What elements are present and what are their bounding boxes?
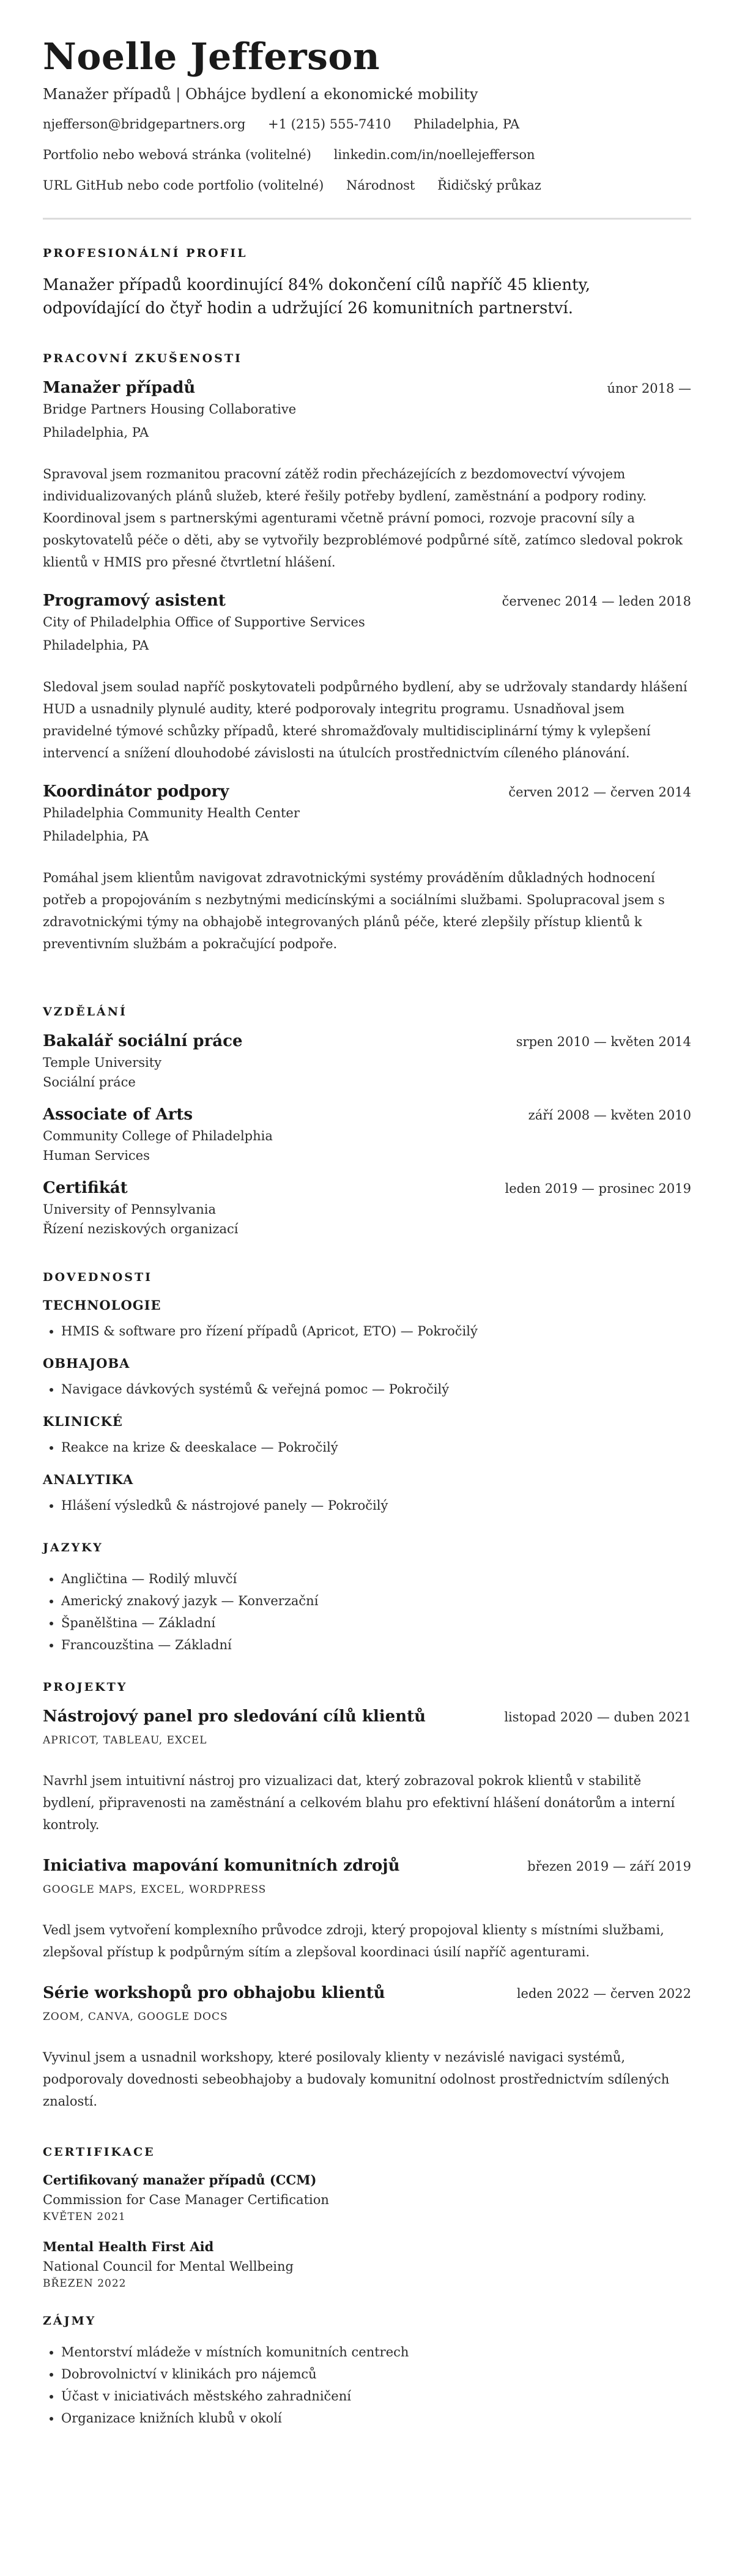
project-tech: GOOGLE MAPS, EXCEL, WORDPRESS — [43, 1884, 267, 1896]
project-date: leden 2022 — červen 2022 — [516, 1986, 691, 2001]
portfolio-row — [43, 146, 691, 164]
license-label: Řidičský průkaz — [437, 178, 541, 193]
language-list — [43, 1568, 691, 1656]
education-entry — [43, 1105, 691, 1163]
job-description: Pomáhal jsem klientům navigovat zdravotnickými systémy prováděním důkladných hodnocení potřeb a propojováním s nezbytnými medicínskými a sociálními službami. Spolupracoval jsem s zdravotnickými týmy na obhajobě integrovaných plánů péče, které zlepšily přístup klientů k preventivním službám a pokračující podpoře. — [43, 870, 665, 951]
skill-item: • HMIS & software pro řízení případů (Apricot, ETO) — Pokročilý — [61, 1320, 691, 1342]
skill-item: • Reakce na krize & deeskalace — Pokročilý — [61, 1436, 691, 1458]
education-heading: VZDĚLÁNÍ — [43, 1005, 127, 1019]
job-description: Sledoval jsem soulad napříč poskytovateli podpůrného bydlení, aby se udržovaly standardy hlášení HUD a usnadnily plynulé audity, které podporovaly integritu programu. Usnadňoval jsem pravidelné týmové schůzky případů, které shromažďovaly multidisciplinární týmy k vylepšení intervencí a snížení dlouhodobé závislosti na útulcích prostřednictvím cíleného plánování. — [43, 680, 688, 760]
degree: Associate of Arts — [43, 1105, 193, 1124]
job-location: Philadelphia, PA — [43, 425, 149, 440]
field: Human Services — [43, 1148, 150, 1163]
skill-item: • Navigace dávkových systémů & veřejná pomoc — Pokročilý — [61, 1378, 691, 1400]
project-tech: APRICOT, TABLEAU, EXCEL — [43, 1734, 207, 1746]
education-date: srpen 2010 — květen 2014 — [516, 1034, 691, 1049]
skill-category: KLINICKÉ — [43, 1414, 123, 1429]
job-org: Philadelphia Community Health Center — [43, 806, 300, 820]
job-org: Bridge Partners Housing Collaborative — [43, 402, 297, 417]
field: Sociální práce — [43, 1075, 136, 1089]
school: Temple University — [43, 1055, 162, 1070]
extra-info-row — [43, 176, 691, 195]
education-date: září 2008 — květen 2010 — [528, 1108, 691, 1123]
skill-item: • Hlášení výsledků & nástrojové panely — Pokročilý — [61, 1494, 691, 1516]
skill-category: TECHNOLOGIE — [43, 1297, 161, 1313]
interest-item: • Mentorství mládeže v místních komunitních centrech — [61, 2341, 691, 2363]
interest-item: • Dobrovolnictví v klinikách pro nájemců — [61, 2363, 691, 2385]
project-description: Vedl jsem vytvoření komplexního průvodce zdroji, který propojoval klienty s místními službami, zlepšoval přístup k podpůrným sítím a zlepšoval koordinaci úsilí napříč agenturami. — [43, 1923, 664, 1959]
certification-date: BŘEZEN 2022 — [43, 2277, 127, 2290]
school: Community College of Philadelphia — [43, 1129, 273, 1143]
job-org: City of Philadelphia Office of Supportive Services — [43, 615, 365, 629]
job-location: Philadelphia, PA — [43, 829, 149, 844]
interests-heading: ZÁJMY — [43, 2314, 97, 2328]
education-entry — [43, 1179, 691, 1236]
project-title: Série workshopů pro obhajobu klientů — [43, 1984, 385, 2002]
job-entry — [43, 379, 691, 573]
job-title: Manažer případů — [43, 379, 196, 397]
certification-issuer: National Council for Mental Wellbeing — [43, 2259, 294, 2274]
skill-list — [43, 1320, 691, 1342]
job-location: Philadelphia, PA — [43, 638, 149, 653]
education-date: leden 2019 — prosinec 2019 — [505, 1181, 691, 1196]
project-description: Navrhl jsem intuitivní nástroj pro vizualizaci dat, který zobrazoval pokrok klientů v stabilitě bydlení, připravenosti na zaměstnání a celkovém blahu pro efektivní hlášení donátorům a interní kontroly. — [43, 1773, 675, 1832]
portfolio-link[interactable]: linkedin.com/in/noellejefferson — [333, 147, 535, 162]
languages-heading: JAZYKY — [43, 1541, 103, 1554]
job-title: Koordinátor podpory — [43, 782, 229, 801]
interest-item: • Účast v iniciativách městského zahradničení — [61, 2385, 691, 2407]
certification-issuer: Commission for Case Manager Certification — [43, 2192, 329, 2207]
project-entry — [43, 1707, 691, 1836]
skills-heading: DOVEDNOSTI — [43, 1271, 153, 1284]
headline: Manažer případů | Obhájce bydlení a ekonomické mobility — [43, 86, 478, 103]
job-title: Programový asistent — [43, 592, 226, 610]
certification-name: Certifikovaný manažer případů (CCM) — [43, 2172, 317, 2188]
language-item: • Americký znakový jazyk — Konverzační — [61, 1590, 691, 1612]
profile-text: Manažer případů koordinující 84% dokončení cílů napříč 45 klienty, odpovídající do čtyř hodin a udržující 26 komunitních partnerství. — [43, 276, 591, 317]
candidate-name: Noelle Jefferson — [43, 35, 380, 78]
project-date: březen 2019 — září 2019 — [527, 1859, 691, 1874]
project-title: Iniciativa mapování komunitních zdrojů — [43, 1857, 400, 1875]
language-item: • Angličtina — Rodilý mluvčí — [61, 1568, 691, 1590]
project-description: Vyvinul jsem a usnadnil workshopy, které posilovaly klienty v nezávislé navigaci systémů, podporovaly dovednosti sebeobhajoby a budovaly komunitní odolnost prostřednictvím sdílených znalostí. — [43, 2050, 670, 2109]
profile-heading: PROFESIONÁLNÍ PROFIL — [43, 247, 248, 260]
email[interactable]: njefferson@bridgepartners.org — [43, 117, 246, 132]
degree: Bakalář sociální práce — [43, 1032, 243, 1050]
project-date: listopad 2020 — duben 2021 — [504, 1710, 691, 1724]
education-entry — [43, 1032, 691, 1089]
field: Řízení neziskových organizací — [43, 1222, 239, 1236]
skill-list — [43, 1494, 691, 1516]
certifications-heading: CERTIFIKACE — [43, 2145, 155, 2159]
nationality-label: Národnost — [346, 178, 415, 193]
project-entry — [43, 1857, 691, 1963]
location: Philadelphia, PA — [413, 117, 520, 132]
experience-heading: PRACOVNÍ ZKUŠENOSTI — [43, 352, 242, 365]
skill-category: OBHAJOBA — [43, 1356, 130, 1371]
language-item: • Španělština — Základní — [61, 1612, 691, 1634]
header-divider — [43, 218, 691, 220]
portfolio-label: Portfolio nebo webová stránka (volitelné) — [43, 147, 311, 162]
degree: Certifikát — [43, 1179, 128, 1197]
school: University of Pennsylvania — [43, 1202, 216, 1217]
job-entry — [43, 782, 691, 955]
projects-heading: PROJEKTY — [43, 1680, 128, 1694]
certification-name: Mental Health First Aid — [43, 2239, 214, 2254]
job-date: červen 2012 — červen 2014 — [508, 785, 691, 800]
certification-entry — [43, 2172, 691, 2223]
skill-list — [43, 1378, 691, 1400]
job-entry — [43, 592, 691, 764]
project-title: Nástrojový panel pro sledování cílů klientů — [43, 1707, 426, 1726]
certification-entry — [43, 2239, 691, 2290]
contact-row — [43, 115, 691, 133]
certification-date: KVĚTEN 2021 — [43, 2211, 126, 2223]
job-description: Spravoval jsem rozmanitou pracovní zátěž rodin přecházejících z bezdomovectví vývojem individualizovaných plánů služeb, které řešily potřeby bydlení, zaměstnání a podpory rodiny. Koordinoval jsem s partnerskými agenturami včetně právní pomoci, rozvoje pracovní síly a poskytovatelů péče o děti, aby se vytvořily bezproblémové podpůrné sítě, zatímco sledoval pokrok klientů v HMIS pro přesné čtvrtletní hlášení. — [43, 467, 683, 570]
job-date: červenec 2014 — leden 2018 — [502, 594, 691, 609]
github-label: URL GitHub nebo code portfolio (volitelné) — [43, 178, 324, 193]
skill-category: ANALYTIKA — [43, 1472, 134, 1487]
project-tech: ZOOM, CANVA, GOOGLE DOCS — [43, 2011, 228, 2023]
phone[interactable]: +1 (215) 555-7410 — [268, 117, 391, 132]
project-entry — [43, 1984, 691, 2112]
language-item: • Francouzština — Základní — [61, 1634, 691, 1656]
job-date: únor 2018 — — [607, 381, 691, 396]
interest-list — [43, 2341, 691, 2429]
interest-item: • Organizace knižních klubů v okolí — [61, 2407, 691, 2429]
skill-list — [43, 1436, 691, 1458]
